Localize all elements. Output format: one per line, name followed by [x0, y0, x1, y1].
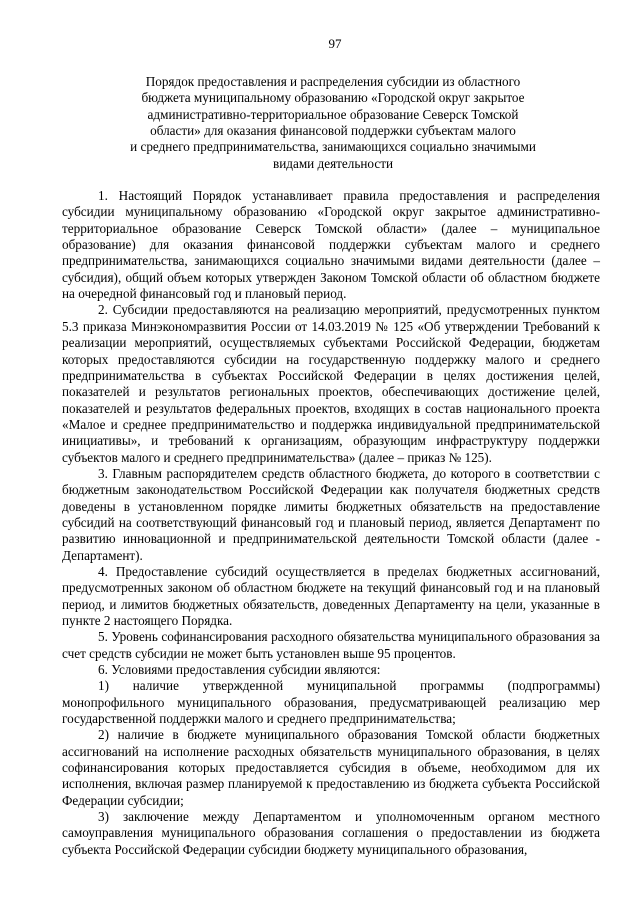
- title-line: и среднего предпринимательства, занимающихся социально значимыми: [130, 139, 536, 155]
- page-number: 97: [328, 36, 342, 51]
- paragraph-1: 1. Настоящий Порядок устанавливает правила предоставления и распределения субсидии муниципальному образованию «Городской округ закрытое административно-территориальное образование Северск Томской области» (далее – муниципальное образование) для оказания финансовой поддержки субъектам малого и среднего предпринимательства, занимающихся социально значимыми видами деятельности (далее – субсидия), общий объем которых утвержден Законом Томской области об областном бюджете на очередной финансовый год и плановый период.: [62, 188, 600, 302]
- title-line: бюджета муниципальному образованию «Городской округ закрытое: [141, 90, 525, 106]
- paragraph-4: 4. Предоставление субсидий осуществляется в пределах бюджетных ассигнований, предусмотренных законом об областном бюджете на текущий финансовый год и на плановый период, и лимитов бюджетных обязательств, доведенных Департаменту на цели, указанные в пункте 2 настоящего Порядка.: [62, 563, 600, 628]
- paragraph-6: 6. Условиями предоставления субсидии являются:: [98, 662, 381, 678]
- title-line: Порядок предоставления и распределения субсидии из областного: [145, 74, 521, 89]
- condition-item-2: 2) наличие в бюджете муниципального образования Томской области бюджетных ассигнований на исполнение расходных обязательств муниципального образования, в целях софинансирования которых предоставляется субсидия в объеме, необходимом для их исполнения, включая размер планируемой к предоставлению из бюджета субъекта Российской Федерации субсидии;: [62, 727, 600, 808]
- paragraph-2: 2. Субсидии предоставляются на реализацию мероприятий, предусмотренных пунктом 5.3 приказа Минэкономразвития России от 14.03.2019 № 125 «Об утверждении Требований к реализации мероприятий, осуществляемых субъектами Российской Федерации, бюджетам которых предоставляются субсидии на государственную поддержку малого и среднего предпринимательства в субъектах Российской Федерации в целях достижения целей, показателей и результатов региональных проектов, обеспечивающих достижение целей, показателей и результатов федеральных проектов, входящих в состав национального проекта «Малое и среднее предпринимательство и поддержка индивидуальной предпринимательской инициативы», и требований к организациям, образующим инфраструктуру поддержки субъектов малого и среднего предпринимательства» (далее – приказ № 125).: [62, 302, 600, 465]
- title-line: области» для оказания финансовой поддержки субъектам малого: [150, 123, 516, 139]
- paragraph-5: 5. Уровень софинансирования расходного обязательства муниципального образования за счет средств субсидии не может быть установлен выше 95 процентов.: [62, 629, 600, 661]
- title-line: видами деятельности: [272, 155, 394, 171]
- document-title: [62, 74, 600, 172]
- title-line: административно-территориальное образование Северск Томской: [147, 106, 519, 122]
- condition-item-1: 1) наличие утвержденной муниципальной программы (подпрограммы) монопрофильного муниципального образования, предусматривающей реализацию мер государственной поддержки малого и среднего предпринимательства;: [62, 678, 600, 727]
- paragraph-3: 3. Главным распорядителем средств областного бюджета, до которого в соответствии с бюджетным законодательством Российской Федерации как получателя бюджетных средств доведены в установленном порядке лимиты бюджетных обязательств на предоставление субсидий на соответствующий финансовый год и плановый период, является Департамент по развитию инновационной и предпринимательской деятельности Томской области (далее - Департамент).: [62, 465, 600, 563]
- condition-item-3: 3) заключение между Департаментом и уполномоченным органом местного самоуправления муниципального образования соглашения о предоставлении из бюджета субъекта Российской Федерации субсидии бюджету муниципального образования,: [62, 809, 600, 857]
- document-body: [62, 188, 600, 858]
